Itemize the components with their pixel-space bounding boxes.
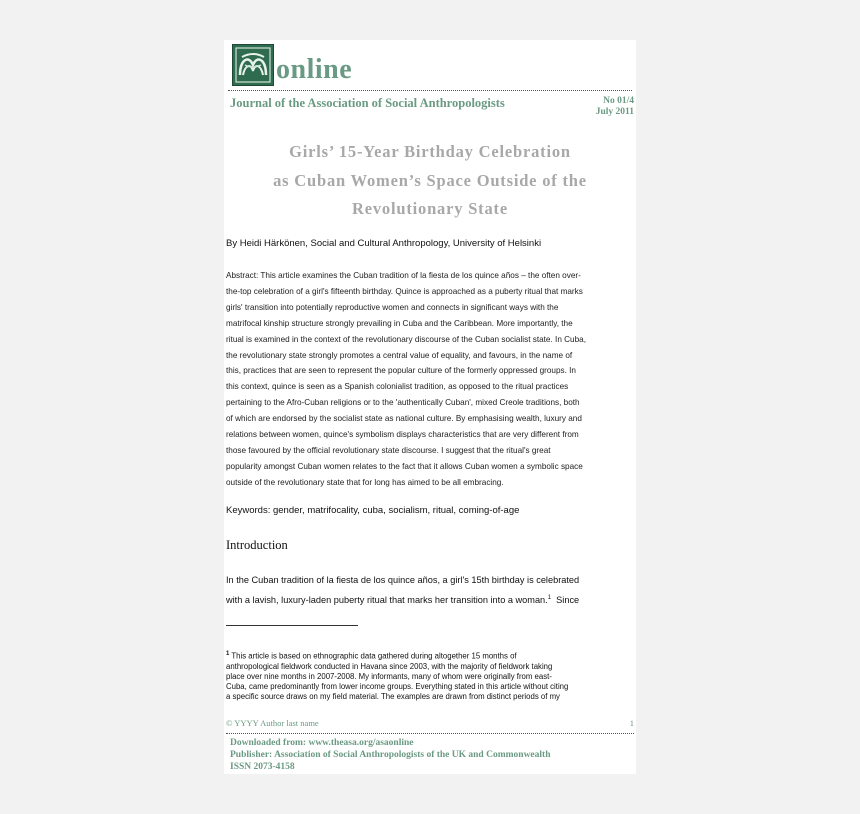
- publication-footer: [230, 737, 550, 773]
- footnote-divider: [226, 625, 358, 626]
- intro-paragraph: [226, 571, 634, 609]
- footnote-text: This article is based on ethnographic data gathered during altogether 15 months of: [231, 651, 517, 661]
- abstract-line: this context, quince is seen as a Spanish colonialist tradition, as opposed to the ritual practices: [226, 382, 569, 392]
- footnote-reference[interactable]: 1: [547, 595, 552, 601]
- abstract-line: popularity amongst Cuban women relates to the fact that it allows Cuban women a symbolic space: [226, 461, 583, 471]
- issue-info: [596, 96, 634, 118]
- abstract: [226, 268, 634, 491]
- section-heading-introduction: Introduction: [226, 538, 288, 552]
- footnote: [226, 649, 632, 702]
- intro-line: [226, 589, 634, 609]
- footer-divider: [226, 733, 634, 734]
- document-page: [224, 40, 636, 774]
- footnote-line: anthropological fieldwork conducted in Havana since 2003, with the majority of fieldwork taking: [226, 661, 553, 671]
- brand-wordmark: online: [276, 54, 353, 85]
- abstract-line: this, practices that are seen to represent the popular culture of the formerly oppressed groups. In: [226, 366, 576, 376]
- intro-line: In the Cuban tradition of la fiesta de los quince años, a girl's 15th birthday is celebrated: [226, 575, 580, 585]
- abstract-line: the revolutionary state strongly promotes a central value of equality, and favours, in the name of: [226, 350, 573, 360]
- journal-header: [224, 40, 636, 124]
- abstract-line: pertaining to the Afro-Cuban religions or to the 'authentically Cuban', mixed Creole traditions, both: [226, 398, 580, 408]
- footnote-line: a specific source draws on my field material. The examples are drawn from distinct periods of my: [226, 691, 560, 701]
- issue-date: July 2011: [595, 107, 634, 117]
- title-line: Revolutionary State: [352, 199, 508, 218]
- header-divider: [228, 90, 632, 91]
- page-number: 1: [629, 718, 634, 728]
- intro-line-text: with a lavish, luxury-laden puberty ritual that marks her transition into a woman.: [226, 595, 548, 606]
- footnote-line: [226, 649, 632, 662]
- footnote-line: place over nine months in 2007-2008. My informants, many of whom were originally from east-: [226, 671, 552, 681]
- abstract-line: girls' transition into potentially reproductive women and connects in significant ways with the: [226, 302, 559, 312]
- intro-line-text: Since: [551, 595, 580, 606]
- author-byline: By Heidi Härkönen, Social and Cultural Anthropology, University of Helsinki: [226, 238, 542, 249]
- issue-number: No 01/4: [603, 96, 634, 106]
- title-line: Girls’ 15-Year Birthday Celebration: [289, 142, 571, 161]
- abstract-line: outside of the revolutionary state that for long has aimed to be all embracing.: [226, 477, 504, 487]
- abstract-line: ritual is examined in the context of the revolutionary discourse of the Cuban socialist state. In Cuba,: [226, 334, 586, 344]
- abstract-line: Abstract: This article examines the Cuban tradition of la fiesta de los quince años – the often over-: [226, 271, 581, 280]
- issn: ISSN 2073-4158: [230, 762, 295, 772]
- footnote-marker: 1: [226, 651, 230, 657]
- asa-monogram-icon: [232, 44, 274, 86]
- abstract-line: matrifocal kinship structure strongly prevailing in Cuba and the Caribbean. More importantly, the: [226, 318, 573, 328]
- download-source-link[interactable]: Downloaded from: www.theasa.org/asaonline: [230, 738, 414, 748]
- article-title: [224, 138, 636, 224]
- abstract-line: the-top celebration of a girl's fifteenth birthday. Quince is approached as a puberty ritual that marks: [226, 286, 583, 296]
- journal-name: Journal of the Association of Social Anthropologists: [230, 96, 505, 110]
- abstract-line: of which are endorsed by the socialist state as national culture. By emphasising wealth, luxury and: [226, 414, 582, 424]
- footnote-line: Cuba, came predominantly from lower income groups. Everything stated in this article without citing: [226, 681, 569, 691]
- abstract-line: relations between women, quince's symbolism displays characteristics that are very different from: [226, 430, 579, 440]
- copyright-notice: © YYYY Author last name: [226, 718, 319, 728]
- publisher-info: Publisher: Association of Social Anthropologists of the UK and Commonwealth: [230, 750, 551, 760]
- title-line: as Cuban Women’s Space Outside of the: [273, 170, 587, 190]
- keywords: Keywords: gender, matrifocality, cuba, socialism, ritual, coming-of-age: [226, 505, 520, 516]
- abstract-line: those favoured by the official revolutionary state discourse. I suggest that the ritual's great: [226, 445, 551, 455]
